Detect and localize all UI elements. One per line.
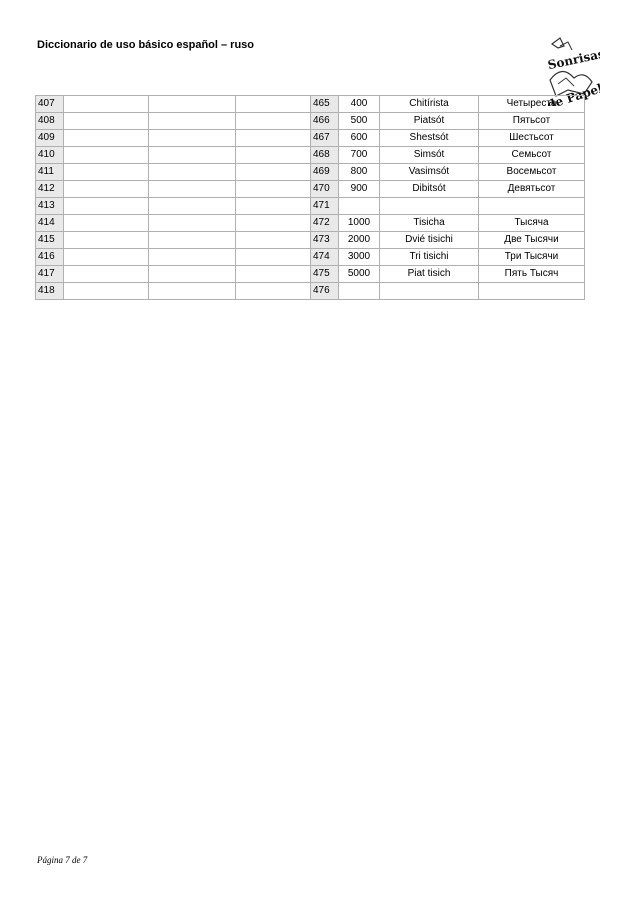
- empty-cell: [64, 96, 149, 113]
- russian-word-cell: Четыреста: [479, 96, 585, 113]
- russian-word-cell: Пятьсот: [479, 113, 585, 130]
- empty-cell: [236, 147, 311, 164]
- numeral-cell: 600: [339, 130, 380, 147]
- table-row: [36, 249, 585, 266]
- russian-word-cell: [479, 198, 585, 215]
- empty-cell: [149, 113, 236, 130]
- russian-word-cell: Три Тысячи: [479, 249, 585, 266]
- russian-word-cell: Тысяча: [479, 215, 585, 232]
- logo-text-bottom: de Papel: [545, 81, 600, 106]
- page-title: Diccionario de uso básico español – ruso: [37, 39, 255, 51]
- numeral-cell: 3000: [339, 249, 380, 266]
- transliteration-cell: Shestsót: [380, 130, 479, 147]
- numeral-cell: 500: [339, 113, 380, 130]
- right-entry-number: 466: [311, 113, 339, 130]
- empty-cell: [149, 215, 236, 232]
- transliteration-cell: [380, 198, 479, 215]
- left-entry-number: 408: [36, 113, 64, 130]
- numeral-cell: 800: [339, 164, 380, 181]
- transliteration-cell: Vasimsót: [380, 164, 479, 181]
- left-entry-number: 416: [36, 249, 64, 266]
- empty-cell: [64, 215, 149, 232]
- right-entry-number: 467: [311, 130, 339, 147]
- right-entry-number: 470: [311, 181, 339, 198]
- russian-word-cell: [479, 283, 585, 300]
- right-entry-number: 465: [311, 96, 339, 113]
- empty-cell: [64, 198, 149, 215]
- russian-word-cell: Пять Тысяч: [479, 266, 585, 283]
- left-entry-number: 417: [36, 266, 64, 283]
- empty-cell: [149, 181, 236, 198]
- left-entry-number: 413: [36, 198, 64, 215]
- empty-cell: [64, 130, 149, 147]
- table-row: [36, 147, 585, 164]
- left-entry-number: 407: [36, 96, 64, 113]
- left-entry-number: 410: [36, 147, 64, 164]
- numeral-cell: 700: [339, 147, 380, 164]
- empty-cell: [236, 164, 311, 181]
- russian-word-cell: Семьсот: [479, 147, 585, 164]
- left-entry-number: 414: [36, 215, 64, 232]
- right-entry-number: 473: [311, 232, 339, 249]
- numeral-cell: [339, 283, 380, 300]
- empty-cell: [64, 147, 149, 164]
- right-entry-number: 476: [311, 283, 339, 300]
- empty-cell: [236, 181, 311, 198]
- empty-cell: [236, 283, 311, 300]
- empty-cell: [149, 266, 236, 283]
- empty-cell: [236, 249, 311, 266]
- empty-cell: [64, 164, 149, 181]
- empty-cell: [149, 249, 236, 266]
- russian-word-cell: Девятьсот: [479, 181, 585, 198]
- empty-cell: [64, 181, 149, 198]
- table-row: [36, 283, 585, 300]
- table-row: [36, 96, 585, 113]
- left-entry-number: 412: [36, 181, 64, 198]
- transliteration-cell: Simsót: [380, 147, 479, 164]
- empty-cell: [236, 96, 311, 113]
- numeral-cell: 1000: [339, 215, 380, 232]
- empty-cell: [149, 232, 236, 249]
- transliteration-cell: Piatsót: [380, 113, 479, 130]
- empty-cell: [149, 164, 236, 181]
- table-row: [36, 232, 585, 249]
- empty-cell: [236, 215, 311, 232]
- empty-cell: [236, 198, 311, 215]
- empty-cell: [149, 147, 236, 164]
- table-row: [36, 164, 585, 181]
- transliteration-cell: Dvié tisichi: [380, 232, 479, 249]
- right-entry-number: 475: [311, 266, 339, 283]
- empty-cell: [64, 249, 149, 266]
- table-row: [36, 130, 585, 147]
- transliteration-cell: Tri tisichi: [380, 249, 479, 266]
- empty-cell: [149, 283, 236, 300]
- right-entry-number: 474: [311, 249, 339, 266]
- page-number-footer: Página 7 de 7: [37, 855, 88, 865]
- empty-cell: [236, 266, 311, 283]
- left-entry-number: 418: [36, 283, 64, 300]
- russian-word-cell: Восемьсот: [479, 164, 585, 181]
- transliteration-cell: Chitírista: [380, 96, 479, 113]
- transliteration-cell: Dibitsót: [380, 181, 479, 198]
- right-entry-number: 469: [311, 164, 339, 181]
- table-row: [36, 113, 585, 130]
- empty-cell: [236, 232, 311, 249]
- left-entry-number: 411: [36, 164, 64, 181]
- empty-cell: [149, 96, 236, 113]
- right-entry-number: 468: [311, 147, 339, 164]
- numeral-cell: 2000: [339, 232, 380, 249]
- left-entry-number: 415: [36, 232, 64, 249]
- numeral-cell: [339, 198, 380, 215]
- numeral-cell: 900: [339, 181, 380, 198]
- table-row: [36, 181, 585, 198]
- empty-cell: [64, 232, 149, 249]
- transliteration-cell: [380, 283, 479, 300]
- numeral-cell: 5000: [339, 266, 380, 283]
- right-entry-number: 472: [311, 215, 339, 232]
- table-row: [36, 215, 585, 232]
- empty-cell: [64, 266, 149, 283]
- right-entry-number: 471: [311, 198, 339, 215]
- empty-cell: [64, 283, 149, 300]
- empty-cell: [64, 113, 149, 130]
- table-row: [36, 266, 585, 283]
- transliteration-cell: Tisicha: [380, 215, 479, 232]
- russian-word-cell: Шестьсот: [479, 130, 585, 147]
- numeral-cell: 400: [339, 96, 380, 113]
- russian-word-cell: Две Тысячи: [479, 232, 585, 249]
- empty-cell: [149, 130, 236, 147]
- dictionary-table: [35, 95, 585, 300]
- table-row: [36, 198, 585, 215]
- logo-text-top: Sonrisas: [546, 46, 600, 73]
- empty-cell: [149, 198, 236, 215]
- transliteration-cell: Piat tisich: [380, 266, 479, 283]
- left-entry-number: 409: [36, 130, 64, 147]
- empty-cell: [236, 130, 311, 147]
- empty-cell: [236, 113, 311, 130]
